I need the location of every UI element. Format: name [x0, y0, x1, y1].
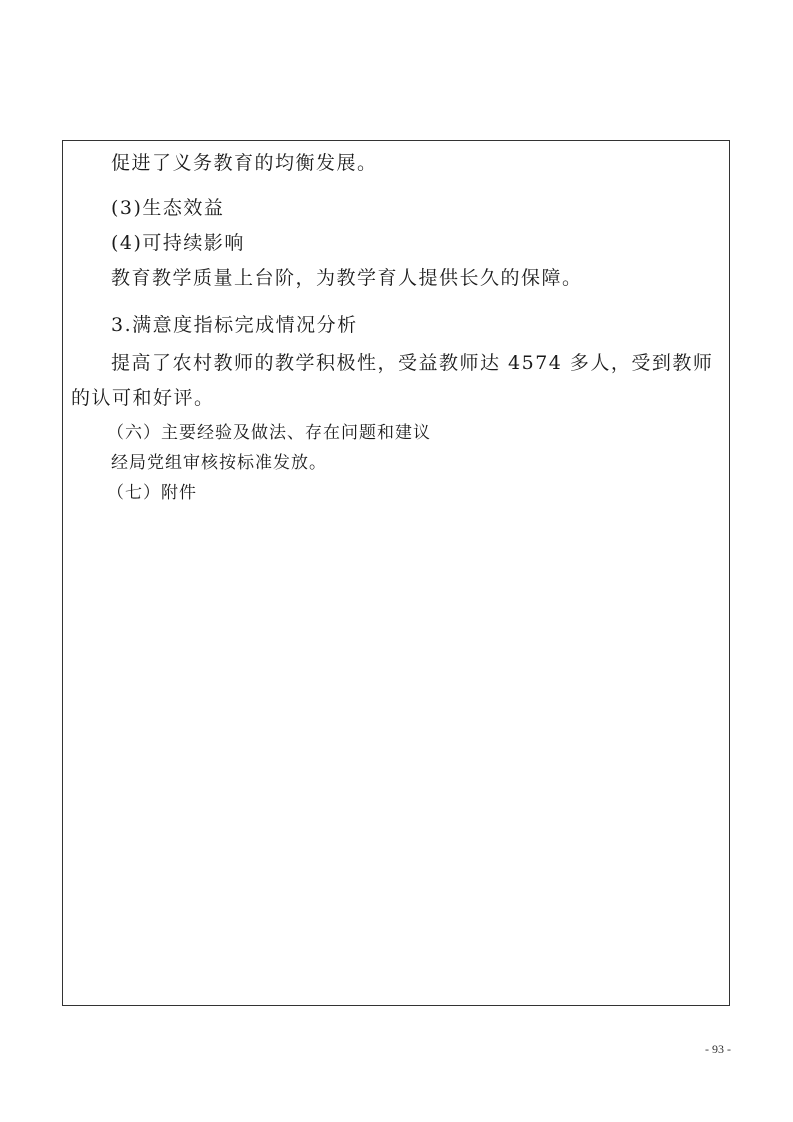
heading-experience-problems: （六）主要经验及做法、存在问题和建议 — [107, 423, 431, 443]
heading-sustainable-impact: (4)可持续影响 — [111, 232, 245, 254]
paragraph-education-quality: 教育教学质量上台阶，为教学育人提供长久的保障。 — [111, 267, 583, 289]
paragraph-balanced-development: 促进了义务教育的均衡发展。 — [111, 152, 378, 174]
paragraph-teacher-enthusiasm: 提高了农村教师的教学积极性，受益教师达 4574 多人，受到教师 — [111, 352, 714, 374]
paragraph-teacher-enthusiasm-cont: 的认可和好评。 — [71, 387, 215, 409]
heading-satisfaction-analysis: 3.满意度指标完成情况分析 — [111, 314, 358, 336]
page-number: - 93 - — [705, 1042, 731, 1056]
heading-ecological-benefit: (3)生态效益 — [111, 197, 225, 219]
heading-attachments: （七）附件 — [107, 483, 197, 503]
content-frame — [62, 140, 730, 1006]
paragraph-approval: 经局党组审核按标准发放。 — [111, 453, 327, 473]
